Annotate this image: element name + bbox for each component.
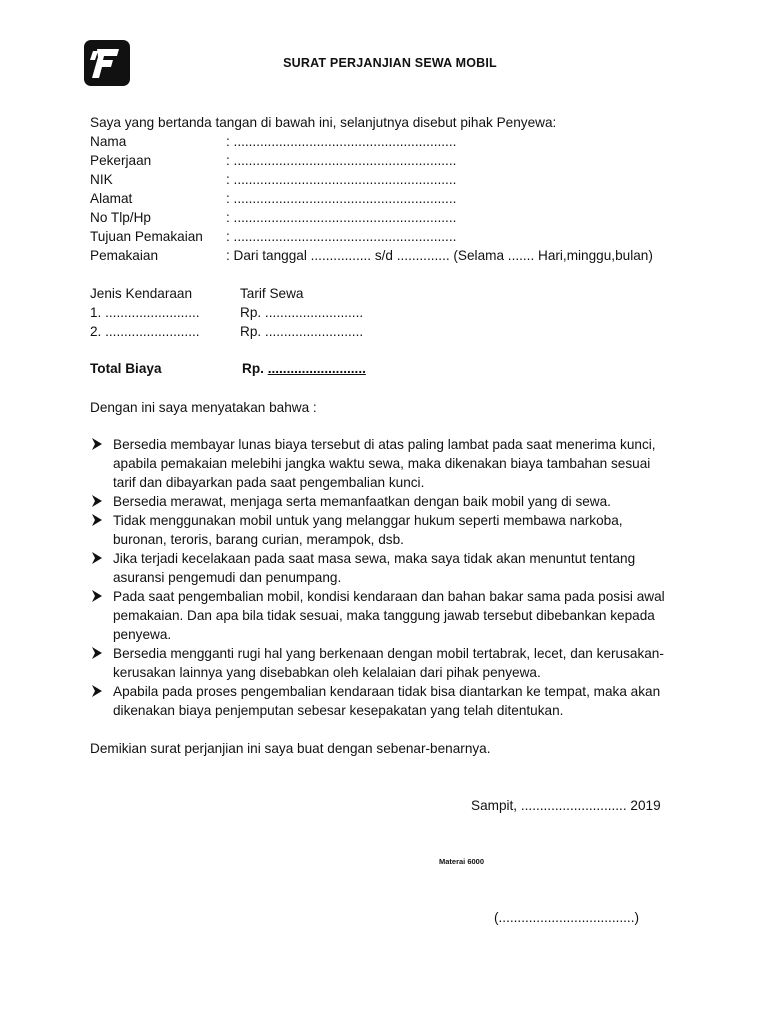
conditions-list bbox=[90, 435, 690, 720]
condition-item bbox=[90, 492, 690, 511]
condition-item bbox=[90, 682, 690, 720]
document-title: SURAT PERJANJIAN SEWA MOBIL bbox=[283, 56, 497, 70]
condition-line: Bersedia mengganti rugi hal yang berkenaan dengan mobil tertabrak, lecet, dan kerusakan- bbox=[113, 646, 664, 661]
condition-line: kerusakan lainnya yang disebabkan oleh kelalaian dari pihak penyewa. bbox=[113, 665, 541, 680]
condition-item bbox=[90, 644, 690, 682]
total-prefix: Rp. bbox=[242, 361, 264, 376]
condition-line: apabila pemakaian melebihi jangka waktu sewa, maka dikenakan biaya tambahan sesuai bbox=[113, 456, 651, 471]
condition-line: penyewa. bbox=[113, 627, 172, 642]
arrow-bullet-icon bbox=[90, 513, 104, 527]
arrow-bullet-icon bbox=[90, 589, 104, 603]
vehicle-type-header: Jenis Kendaraan bbox=[90, 286, 193, 301]
condition-line: Apabila pada proses pengembalian kendaraan tidak bisa diantarkan ke tempat, maka akan bbox=[113, 684, 661, 699]
signature-line: (....................................) bbox=[494, 910, 640, 925]
field-label-pemakaian: Pemakaian bbox=[90, 248, 159, 263]
condition-line: Bersedia membayar lunas biaya tersebut di atas paling lambat pada saat menerima kunci, bbox=[113, 437, 656, 452]
field-value-pekerjaan: : ........................................................... bbox=[226, 153, 457, 168]
field-label-tujuan: Tujuan Pemakaian bbox=[90, 229, 203, 244]
place-date: Sampit, ............................ 2019 bbox=[471, 798, 661, 813]
field-label-nama: Nama bbox=[90, 134, 127, 149]
condition-line: asuransi pengemudi dan penumpang. bbox=[113, 570, 342, 585]
arrow-bullet-icon bbox=[90, 684, 104, 698]
condition-line: Pada saat pengembalian mobil, kondisi kendaraan dan bahan bakar sama pada posisi awal bbox=[113, 589, 665, 604]
statement-text: Dengan ini saya menyatakan bahwa : bbox=[90, 400, 317, 415]
total-dots: .......................... bbox=[267, 361, 366, 376]
vehicle-type-2: 2. ......................... bbox=[90, 324, 200, 339]
field-value-pemakaian: : Dari tanggal ................ s/d .............. (Selama ....... Hari,minggu,bulan) bbox=[226, 248, 653, 263]
condition-item bbox=[90, 549, 690, 587]
condition-line: buronan, teroris, barang curian, merampok, dsb. bbox=[113, 532, 404, 547]
field-value-nik: : ........................................................... bbox=[226, 172, 457, 187]
vehicle-rate-2: Rp. .......................... bbox=[240, 324, 364, 339]
vehicle-rate-header: Tarif Sewa bbox=[240, 286, 304, 301]
arrow-bullet-icon bbox=[90, 437, 104, 451]
field-value-no-tlp: : ........................................................... bbox=[226, 210, 457, 225]
vehicle-type-1: 1. ......................... bbox=[90, 305, 200, 320]
field-label-nik: NIK bbox=[90, 172, 113, 187]
field-value-alamat: : ........................................................... bbox=[226, 191, 457, 206]
total-value bbox=[242, 359, 366, 378]
condition-line: Tidak menggunakan mobil untuk yang melanggar hukum seperti membawa narkoba, bbox=[113, 513, 623, 528]
arrow-bullet-icon bbox=[90, 551, 104, 565]
condition-line: dikenakan biaya penjemputan sebesar kesepakatan yang telah ditentukan. bbox=[113, 703, 564, 718]
intro-text: Saya yang bertanda tangan di bawah ini, selanjutnya disebut pihak Penyewa: bbox=[90, 115, 557, 130]
closing-text: Demikian surat perjanjian ini saya buat dengan sebenar-benarnya. bbox=[90, 741, 491, 756]
field-label-no-tlp: No Tlp/Hp bbox=[90, 210, 151, 225]
arrow-bullet-icon bbox=[90, 646, 104, 660]
condition-item bbox=[90, 435, 690, 492]
total-label: Total Biaya bbox=[90, 361, 162, 376]
vehicle-rate-1: Rp. .......................... bbox=[240, 305, 364, 320]
field-label-pekerjaan: Pekerjaan bbox=[90, 153, 152, 168]
condition-line: pemakaian. Dan apa bila tidak sesuai, maka tanggung jawab tersebut dibebankan kepada bbox=[113, 608, 655, 623]
arrow-bullet-icon bbox=[90, 494, 104, 508]
condition-line: tarif dan dibayarkan pada saat pengembalian kunci. bbox=[113, 475, 425, 490]
field-value-nama: : ........................................................... bbox=[226, 134, 457, 149]
condition-item bbox=[90, 587, 690, 644]
condition-line: Bersedia merawat, menjaga serta memanfaatkan dengan baik mobil yang di sewa. bbox=[113, 494, 611, 509]
materai-label: Materai 6000 bbox=[439, 857, 485, 866]
field-label-alamat: Alamat bbox=[90, 191, 133, 206]
condition-line: Jika terjadi kecelakaan pada saat masa sewa, maka saya tidak akan menuntut tentang bbox=[113, 551, 636, 566]
field-value-tujuan: : ........................................................... bbox=[226, 229, 457, 244]
condition-item bbox=[90, 511, 690, 549]
